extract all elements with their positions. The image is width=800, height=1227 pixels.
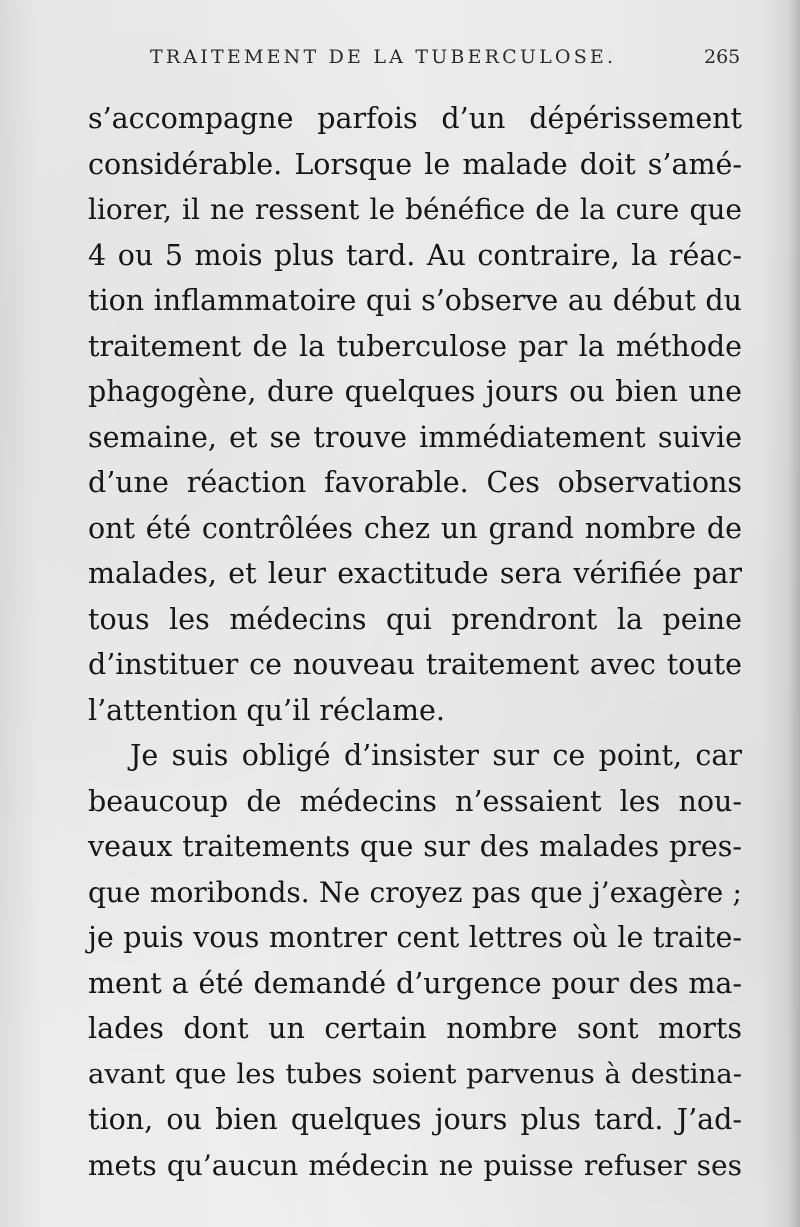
text-line: ont été contrôlées chez un grand nombre de [88,511,742,545]
text-line: s’accompagne parfois d’un dépérissement [88,102,742,135]
text-line: traitement de la tuberculose par la méthode [88,329,742,363]
text-line: 4 ou 5 mois plus tard. Au contraire, la réac- [88,238,742,272]
text-line: ment a été demandé d’urgence pour des ma- [88,966,742,1000]
text-line: tous les médecins qui prendront la peine [88,602,742,636]
text-line: semaine, et se trouve immédiatement suivie [88,420,742,454]
text-line: tion inflammatoire qui s’observe au début du [88,284,742,317]
body-text [88,96,742,1188]
text-line: je puis vous montrer cent lettres où le traite- [88,921,742,954]
text-line: mets qu’aucun médecin ne puisse refuser ses [88,1148,742,1182]
text-line: d’instituer ce nouveau traitement avec toute [88,648,742,681]
running-head: TRAITEMENT DE LA TUBERCULOSE. [150,46,617,68]
text-line: liorer, il ne ressent le bénéfice de la cure que [88,193,742,226]
page-number: 265 [704,46,741,68]
text-line: lades dont un certain nombre sont morts [88,1012,742,1045]
text-line: d’une réaction favorable. Ces observations [88,466,742,499]
paragraph-end-line: l’attention qu’il réclame. [88,693,445,727]
paragraph-start-line: Je suis obligé d’insister sur ce point, car [130,739,742,772]
text-line: considérable. Lorsque le malade doit s’amé- [88,147,742,181]
text-line: malades, et leur exactitude sera vérifiée par [88,557,742,590]
text-line: que moribonds. Ne croyez pas que j’exagère ; [88,875,742,909]
page-edge-shadow [788,0,800,1227]
text-line: phagogène, dure quelques jours ou bien une [88,375,742,408]
text-line: beaucoup de médecins n’essaient les nou- [88,784,742,818]
text-line: avant que les tubes soient parvenus à destina- [88,1057,742,1090]
text-line: tion, ou bien quelques jours plus tard. J’ad- [88,1103,742,1136]
text-line: veaux traitements que sur des malades pres- [88,830,742,863]
